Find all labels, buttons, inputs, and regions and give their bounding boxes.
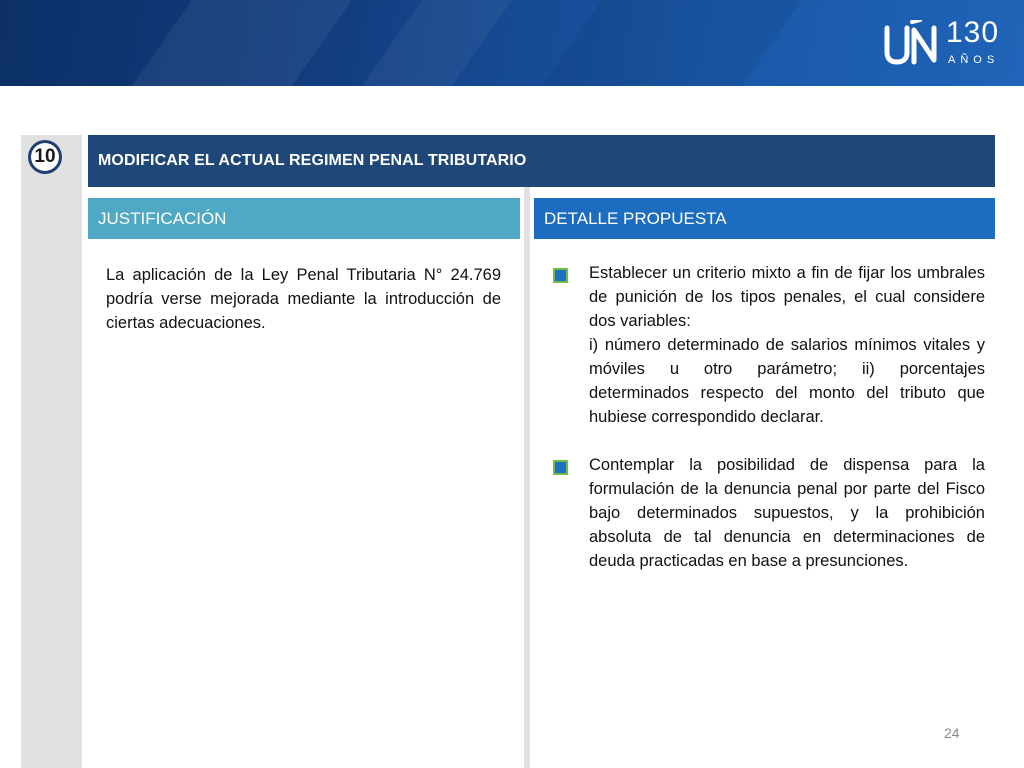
column-divider	[524, 187, 530, 768]
banner-stripe	[310, 0, 540, 86]
justification-text: La aplicación de la Ley Penal Tributaria N° 24.769 podría verse mejorada mediante la introducción de ciertas adecuaciones.	[106, 266, 501, 332]
proposal-item-text	[589, 261, 985, 429]
slide-title: MODIFICAR EL ACTUAL REGIMEN PENAL TRIBUTARIO	[98, 152, 527, 169]
proposal-item-line: Establecer un criterio mixto a fin de fijar los umbrales de punición de los tipos penales, el cual considere dos variables:	[589, 264, 985, 330]
justification-heading: JUSTIFICACIÓN	[98, 208, 227, 228]
title-bar	[88, 135, 995, 187]
logo-number: 130	[946, 16, 1000, 49]
left-sidebar-column	[21, 135, 82, 768]
proposal-item-line: Contemplar la posibilidad de dispensa para la formulación de la denuncia penal por parte del Fisco bajo determinados supuestos, y la prohibición absoluta de tal denuncia en determinaciones de deuda practicadas en base a presunciones.	[589, 456, 985, 570]
slide-number-badge	[28, 140, 62, 174]
proposal-item	[553, 453, 985, 573]
banner-stripe	[80, 0, 380, 86]
logo-subtitle: AÑOS	[948, 54, 1000, 66]
page-number: 24	[944, 725, 960, 741]
proposal-item	[553, 261, 985, 429]
banner-stripe	[490, 0, 830, 86]
proposal-item-line: i) número determinado de salarios mínimos vitales y móviles u otro parámetro; ii) porcentajes determinados respecto del monto del tributo que hubiese correspondido declarar.	[589, 336, 985, 426]
justification-header	[88, 198, 520, 239]
slide-number: 10	[31, 143, 59, 171]
bullet-square-icon	[553, 460, 568, 475]
proposal-header	[534, 198, 995, 239]
university-logo	[884, 14, 998, 70]
un-logo-icon	[884, 20, 940, 66]
bullet-square-icon	[553, 268, 568, 283]
header-banner	[0, 0, 1024, 86]
proposal-heading: DETALLE PROPUESTA	[544, 208, 727, 228]
proposal-item-text	[589, 453, 985, 573]
